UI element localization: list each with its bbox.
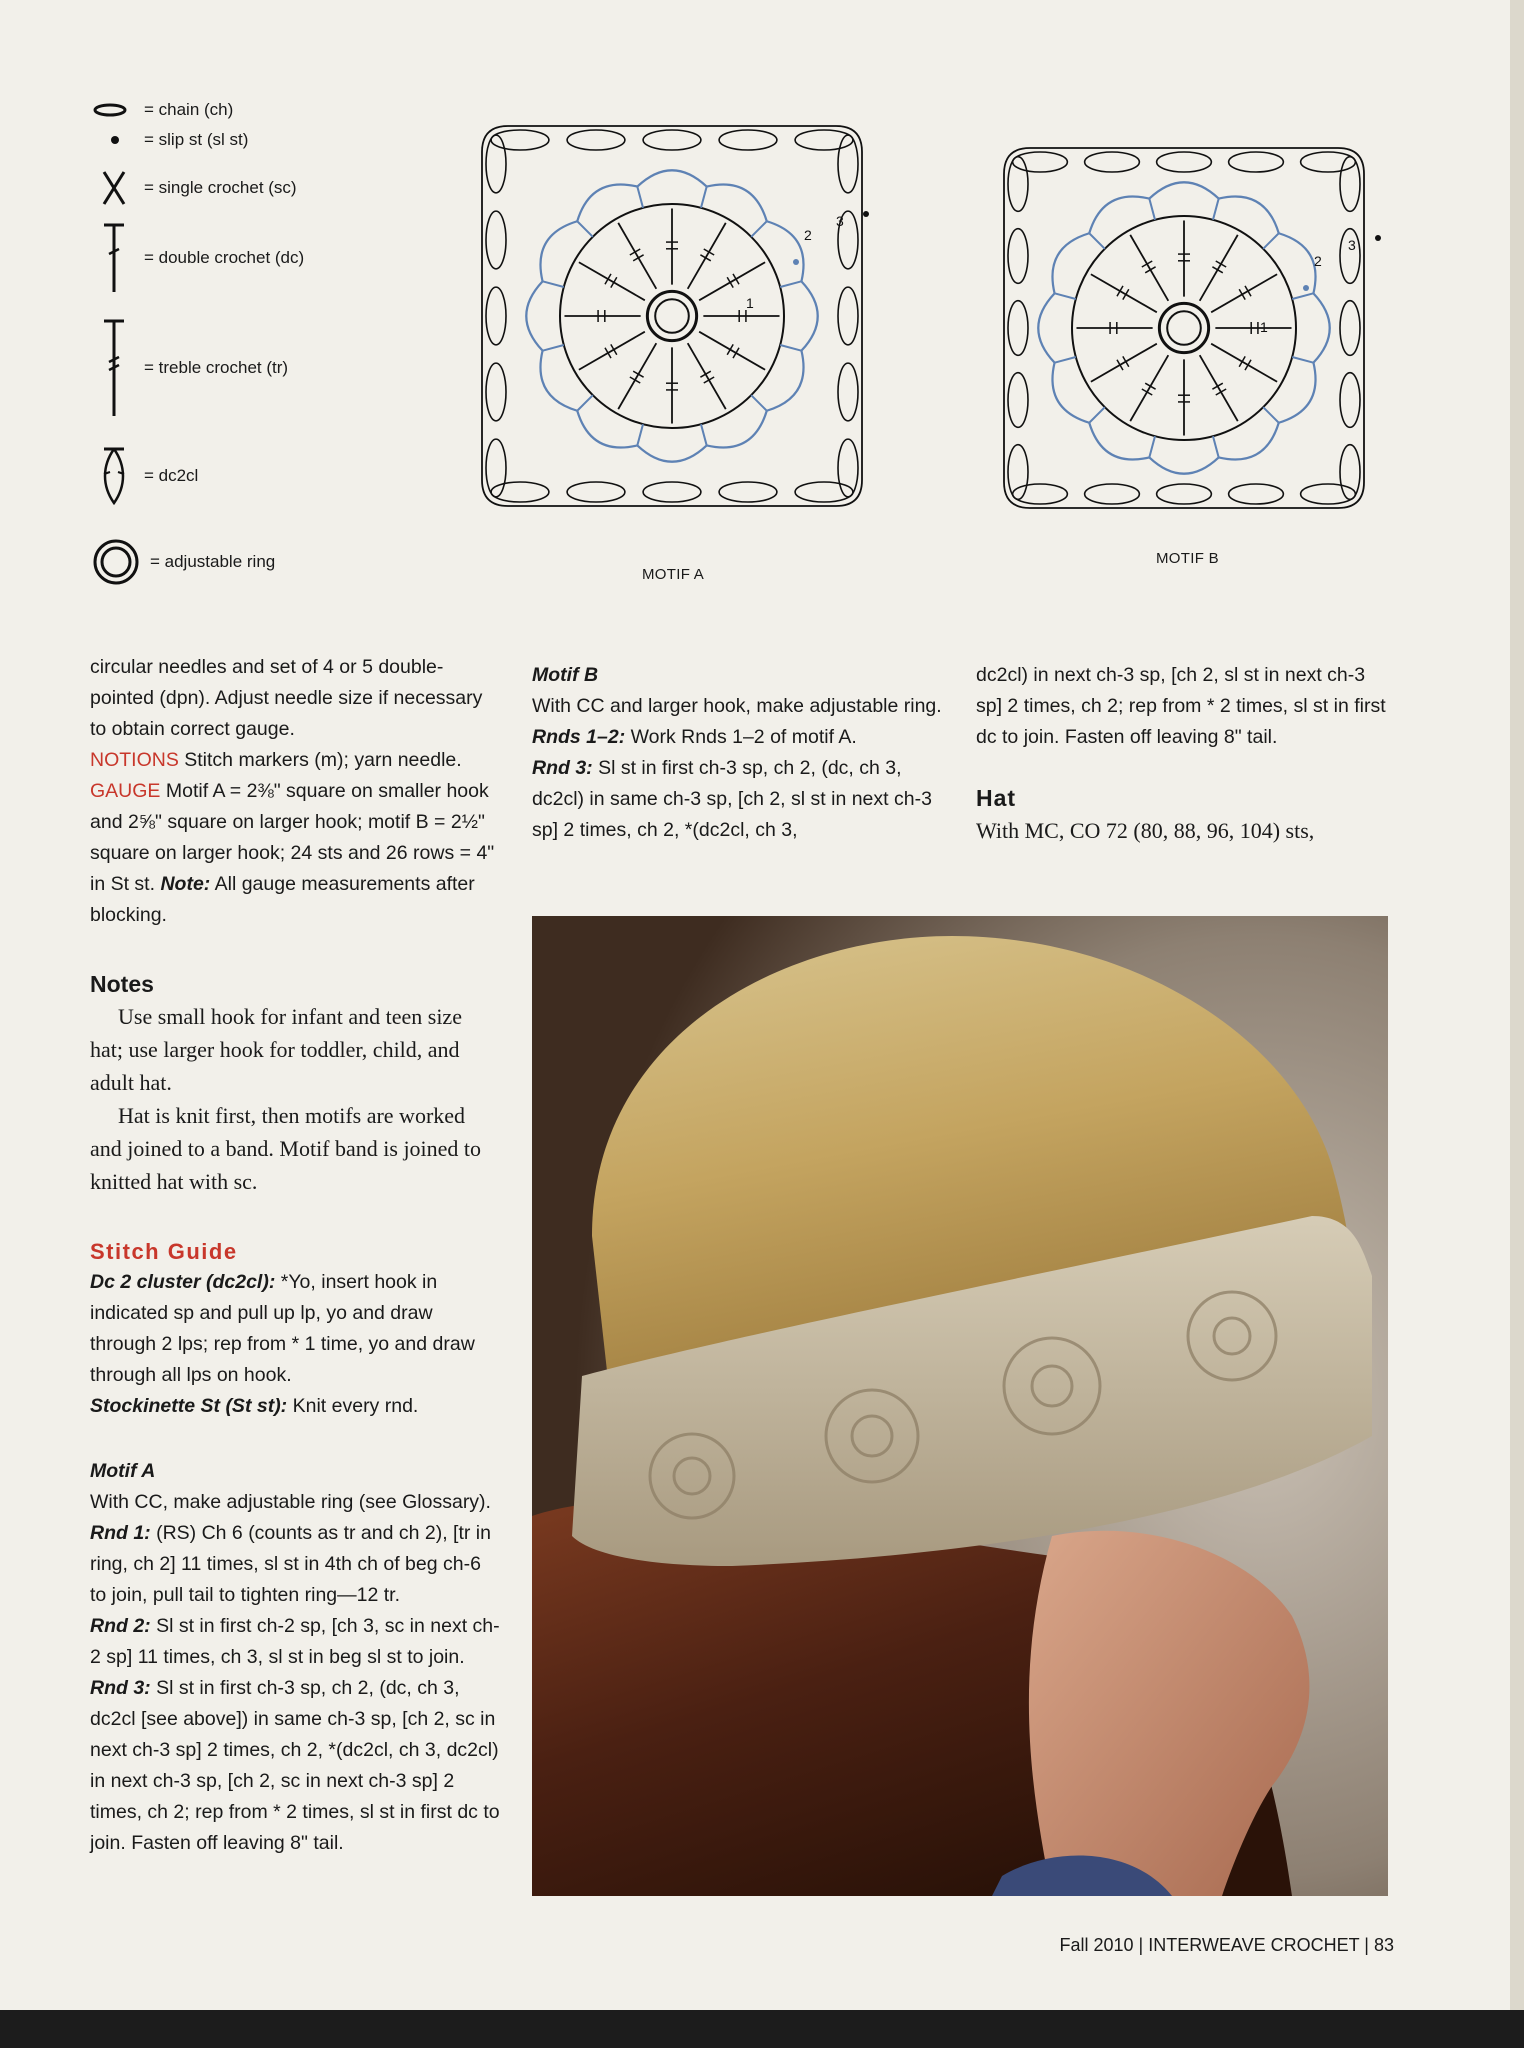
treble-stitch-mark	[699, 332, 765, 370]
rnd-label: Rnd 2:	[90, 1615, 151, 1637]
footer-divider: |	[1138, 1935, 1149, 1955]
round-2-sc-mark	[637, 187, 643, 208]
round-2-sc-mark	[1263, 233, 1279, 249]
stitch-tick-mark	[1123, 356, 1129, 366]
round-3-chain-loop	[1157, 484, 1212, 504]
legend-item-chain	[90, 98, 233, 122]
round-2-chain-arc	[707, 184, 767, 221]
rnd-text: (RS) Ch 6 (counts as tr and ch 2), [tr in ring, ch 2] 11 times, sl st in 4th ch of beg ch-6 to join, pull tail to tighten ring—12 tr.	[90, 1522, 491, 1606]
round-3-chain-loop	[1340, 445, 1360, 500]
round-3-chain-loop	[719, 130, 777, 150]
treble-stitch-mark	[1130, 355, 1168, 421]
round-2-chain-arc	[577, 184, 637, 221]
motif-a-intro: With CC, make adjustable ring (see Glossary).	[90, 1491, 491, 1513]
round-2-chain-arc	[767, 221, 804, 281]
round-2-chain-arc	[540, 221, 577, 281]
round-3-chain-loop	[486, 439, 506, 497]
round-3-outline	[482, 126, 862, 506]
notions-paragraph	[90, 745, 500, 776]
stitch-tick-mark	[605, 274, 611, 284]
gauge-paragraph	[90, 776, 500, 931]
legend-label: = dc2cl	[144, 466, 199, 485]
slip-stitch-icon	[90, 128, 138, 152]
round-3-chain-loop	[491, 482, 549, 502]
round-3-chain-loop	[1008, 445, 1028, 500]
motif-b-diagram	[984, 132, 1388, 542]
round-2-chain-arc	[1219, 423, 1279, 460]
round-3-chain-loop	[486, 135, 506, 193]
legend-item-treble-crochet	[90, 318, 288, 418]
stitch-tick-mark	[700, 255, 710, 261]
round-2-sc-mark	[1055, 293, 1076, 299]
stitch-tick-mark	[1212, 267, 1222, 273]
double-crochet-icon	[90, 222, 138, 294]
stitch-tick-mark	[733, 348, 739, 358]
stitch-tick-mark	[1117, 286, 1123, 296]
motif-b-heading: Motif B	[532, 664, 599, 686]
round-2-sc-mark	[701, 424, 707, 445]
stitch-tick-mark	[605, 348, 611, 358]
notions-text: Stitch markers (m); yarn needle.	[178, 749, 462, 771]
stitch-tick-mark	[1212, 383, 1222, 389]
round-2-sc-mark	[1055, 357, 1076, 363]
round-2-sc-mark	[637, 424, 643, 445]
treble-stitch-mark	[618, 223, 656, 289]
treble-stitch-mark	[1130, 235, 1168, 301]
round-3-chain-loop	[838, 287, 858, 345]
slip-stitch-mark	[863, 211, 869, 217]
gauge-text: Motif A = 2⅜" square on smaller hook and 2⅝" square on larger hook; motif B = 2½" square on larger hook; 24 sts and 26 rows = 4" in St st.	[90, 780, 495, 895]
treble-crochet-icon	[90, 318, 138, 418]
round-number-label: 2	[804, 227, 812, 243]
round-number-label: 1	[1260, 319, 1268, 335]
stitch-tick-mark	[633, 255, 643, 261]
round-2-sc-mark	[577, 221, 593, 237]
scan-shadow	[0, 2010, 1524, 2048]
treble-stitch-mark	[688, 223, 726, 289]
dc2cl-definition	[90, 1267, 500, 1391]
treble-stitch-mark	[1211, 274, 1277, 312]
round-2-chain-arc	[1149, 457, 1218, 473]
round-2-chain-arc	[1052, 233, 1089, 293]
adjustable-ring-mark	[655, 299, 689, 333]
gauge-label: GAUGE	[90, 780, 161, 802]
legend-label: = double crochet (dc)	[144, 248, 305, 267]
dc2cl-label: Dc 2 cluster (dc2cl):	[90, 1271, 276, 1293]
round-3-chain-loop	[567, 482, 625, 502]
column-3	[976, 660, 1386, 847]
page-edge	[1510, 0, 1524, 2010]
adjustable-ring-icon	[90, 538, 144, 586]
round-3-chain-loop	[1340, 157, 1360, 212]
motif-a-caption: MOTIF A	[642, 566, 705, 583]
rnd-label: Rnds 1–2:	[532, 726, 626, 748]
round-2-chain-arc	[707, 411, 767, 448]
round-3-chain-loop	[643, 482, 701, 502]
legend-label: = treble crochet (tr)	[144, 358, 289, 377]
round-3-chain-loop	[1340, 373, 1360, 428]
motif-b-continuation: dc2cl) in next ch-3 sp, [ch 2, sl st in next ch-3 sp] 2 times, ch 2; rep from * 2 times, sl st in first dc to join. Fasten off leaving 8" tail.	[976, 664, 1386, 748]
round-2-sc-mark	[701, 187, 707, 208]
footer-page-number: 83	[1373, 1935, 1394, 1955]
treble-stitch-mark	[618, 343, 656, 409]
stitch-tick-mark	[1239, 289, 1245, 299]
stitch-tick-mark	[1216, 261, 1226, 267]
stitch-tick-mark	[727, 344, 733, 354]
dc2cl-text: *Yo, insert hook in indicated sp and pull up lp, yo and draw through 2 lps; rep from * 1 time, yo and draw through all lps on hook.	[90, 1271, 475, 1386]
rnd-text: Sl st in first ch-2 sp, [ch 3, sc in next ch-2 sp] 11 times, ch 3, sl st in beg sl st to join.	[90, 1615, 500, 1668]
round-3-chain-loop	[1013, 152, 1068, 172]
round-2-chain-arc	[540, 351, 577, 411]
motif-a-rnd-3	[90, 1673, 500, 1859]
stitch-tick-mark	[704, 377, 714, 383]
round-3-chain-loop	[1008, 229, 1028, 284]
legend-label: = chain (ch)	[144, 100, 234, 119]
round-2-chain-arc	[1149, 182, 1218, 198]
treble-stitch-mark	[579, 262, 645, 300]
round-2-chain-arc	[637, 445, 706, 461]
motif-a-diagram	[472, 102, 872, 542]
rnd-text: Sl st in first ch-3 sp, ch 2, (dc, ch 3, dc2cl [see above]) in same ch-3 sp, [ch 2, sc in next ch-3 sp] 2 times, ch 2, *(dc2cl, ch 3, dc2cl) in next ch-3 sp, [ch 2, sc in next ch-3 sp] 2 times, ch 2; rep from * 2 times, sl st in first dc to join. Fasten off leaving 8" tail.	[90, 1677, 500, 1854]
motif-a-rnd-1	[90, 1518, 500, 1611]
round-3-chain-loop	[1157, 152, 1212, 172]
notions-label: NOTIONS	[90, 749, 179, 771]
treble-stitch-mark	[1211, 344, 1277, 382]
legend-item-single-crochet	[90, 168, 297, 208]
round-3-chain-loop	[795, 482, 853, 502]
stitch-tick-mark	[1245, 360, 1251, 370]
round-2-sc-mark	[1089, 407, 1105, 423]
single-crochet-icon	[90, 168, 138, 208]
round-2-sc-mark	[751, 395, 767, 411]
round-2-sc-mark	[1213, 436, 1219, 457]
stitch-tick-mark	[611, 344, 617, 354]
page-footer	[1059, 1935, 1394, 1956]
chain-icon	[90, 98, 138, 122]
stst-text: Knit every rnd.	[287, 1395, 419, 1417]
hat-instructions: With MC, CO 72 (80, 88, 96, 104) sts,	[976, 818, 1315, 843]
stitch-tick-mark	[1239, 356, 1245, 366]
legend-item-dc2cl	[90, 446, 198, 506]
adjustable-ring-mark	[1167, 311, 1201, 345]
round-3-chain-loop	[1301, 152, 1356, 172]
round-2-chain-arc	[1219, 196, 1279, 233]
round-2-chain-arc	[1052, 363, 1089, 423]
round-number-label: 2	[1314, 253, 1322, 269]
motif-a-rnd-2	[90, 1611, 500, 1673]
round-2-sc-mark	[780, 281, 801, 287]
stitch-tick-mark	[630, 249, 640, 255]
stitch-tick-mark	[1145, 383, 1155, 389]
round-2-chain-arc	[767, 351, 804, 411]
round-3-outline	[1004, 148, 1364, 508]
stitch-tick-mark	[1142, 261, 1152, 267]
treble-stitch-mark	[579, 332, 645, 370]
rnd-label: Rnd 1:	[90, 1522, 151, 1544]
round-3-chain-loop	[1301, 484, 1356, 504]
round-3-chain-loop	[1340, 301, 1360, 356]
motif-b-rnd-3	[532, 753, 942, 846]
round-number-label: 3	[1348, 237, 1356, 253]
slip-stitch-mark	[1303, 285, 1309, 291]
motif-a-heading: Motif A	[90, 1460, 156, 1482]
round-number-label: 1	[746, 295, 754, 311]
round-3-chain-loop	[567, 130, 625, 150]
legend-label: = single crochet (sc)	[144, 178, 297, 197]
round-3-chain-loop	[486, 363, 506, 421]
stst-label: Stockinette St (St st):	[90, 1395, 288, 1417]
round-2-chain-arc	[1038, 293, 1054, 362]
slip-stitch-mark	[793, 259, 799, 265]
stitch-tick-mark	[1245, 286, 1251, 296]
round-3-chain-loop	[1013, 484, 1068, 504]
notes-paragraph-2: Hat is knit first, then motifs are worked and joined to a band. Motif band is joined to knitted hat with sc.	[90, 1103, 482, 1194]
legend-item-adjustable-ring	[90, 538, 275, 586]
round-2-chain-arc	[526, 281, 542, 350]
round-2-chain-arc	[801, 281, 817, 350]
notes-heading: Notes	[90, 971, 154, 997]
round-3-chain-loop	[1085, 152, 1140, 172]
stitch-tick-mark	[1123, 289, 1129, 299]
gauge-note-text: All gauge measurements after blocking.	[90, 873, 475, 926]
round-3-chain-loop	[838, 135, 858, 193]
footer-magazine: INTERWEAVE CROCHET	[1148, 1935, 1360, 1955]
stitch-tick-mark	[1216, 389, 1226, 395]
round-2-sc-mark	[543, 345, 564, 351]
round-3-chain-loop	[838, 363, 858, 421]
round-3-chain-loop	[1008, 157, 1028, 212]
motif-b-caption: MOTIF B	[1156, 550, 1219, 567]
round-2-sc-mark	[543, 281, 564, 287]
column-2	[532, 660, 942, 846]
round-3-chain-loop	[795, 130, 853, 150]
gauge-note-label: Note:	[160, 873, 211, 895]
stitch-tick-mark	[1142, 389, 1152, 395]
round-3-chain-loop	[643, 130, 701, 150]
rnd-label: Rnd 3:	[532, 757, 593, 779]
notes-paragraph-1: Use small hook for infant and teen size hat; use larger hook for toddler, child, and adult hat.	[90, 1004, 462, 1095]
round-3-chain-loop	[1008, 373, 1028, 428]
hat-heading: Hat	[976, 785, 1017, 811]
round-2-sc-mark	[1292, 357, 1313, 363]
round-2-sc-mark	[1213, 199, 1219, 220]
round-3-chain-loop	[491, 130, 549, 150]
round-number-label: 3	[836, 213, 844, 229]
legend-label: = slip st (sl st)	[144, 130, 249, 149]
stitch-tick-mark	[1145, 267, 1155, 273]
round-3-chain-loop	[486, 287, 506, 345]
treble-stitch-mark	[1200, 355, 1238, 421]
stitch-tick-mark	[733, 274, 739, 284]
stitch-tick-mark	[704, 249, 714, 255]
intro-paragraph: circular needles and set of 4 or 5 double-pointed (dpn). Adjust needle size if necessary to obtain correct gauge.	[90, 656, 483, 740]
treble-stitch-mark	[1091, 344, 1157, 382]
round-2-chain-arc	[1279, 363, 1316, 423]
round-2-chain-arc	[1313, 293, 1329, 362]
stockinette-definition	[90, 1391, 500, 1422]
treble-stitch-mark	[1200, 235, 1238, 301]
round-2-sc-mark	[780, 345, 801, 351]
stitch-tick-mark	[633, 371, 643, 377]
round-2-sc-mark	[751, 221, 767, 237]
slip-stitch-mark	[1375, 235, 1381, 241]
round-3-chain-loop	[1008, 301, 1028, 356]
hat-photo	[532, 916, 1388, 1896]
round-2-sc-mark	[577, 395, 593, 411]
round-3-chain-loop	[719, 482, 777, 502]
round-2-sc-mark	[1263, 407, 1279, 423]
round-3-chain-loop	[1229, 484, 1284, 504]
round-2-sc-mark	[1089, 233, 1105, 249]
treble-stitch-mark	[1091, 274, 1157, 312]
legend-item-double-crochet	[90, 222, 304, 294]
motif-b-intro: With CC and larger hook, make adjustable ring.	[532, 695, 942, 717]
stitch-tick-mark	[611, 277, 617, 287]
round-2-chain-arc	[577, 411, 637, 448]
legend-item-slip-stitch	[90, 128, 248, 152]
round-3-chain-loop	[1085, 484, 1140, 504]
motif-b-rnds-1-2	[532, 722, 942, 753]
rnd-text: Sl st in first ch-3 sp, ch 2, (dc, ch 3, dc2cl) in same ch-3 sp, [ch 2, sl st in next ch-3 sp] 2 times, ch 2, *(dc2cl, ch 3,	[532, 757, 932, 841]
round-3-chain-loop	[838, 439, 858, 497]
treble-stitch-mark	[688, 343, 726, 409]
round-2-chain-arc	[637, 170, 706, 186]
round-2-chain-arc	[1279, 233, 1316, 293]
dc2cl-icon	[90, 446, 138, 506]
round-2-sc-mark	[1149, 436, 1155, 457]
round-2-sc-mark	[1292, 293, 1313, 299]
round-2-sc-mark	[1149, 199, 1155, 220]
round-3-chain-loop	[1229, 152, 1284, 172]
rnd-label: Rnd 3:	[90, 1677, 151, 1699]
treble-stitch-mark	[699, 262, 765, 300]
round-3-chain-loop	[486, 211, 506, 269]
rnd-text: Work Rnds 1–2 of motif A.	[625, 726, 857, 748]
stitch-tick-mark	[727, 277, 733, 287]
column-1	[90, 652, 500, 1859]
footer-divider: |	[1364, 1935, 1374, 1955]
round-2-chain-arc	[1089, 423, 1149, 460]
stitch-guide-heading: Stitch Guide	[90, 1239, 238, 1264]
stitch-tick-mark	[700, 371, 710, 377]
round-2-chain-arc	[1089, 196, 1149, 233]
stitch-tick-mark	[630, 377, 640, 383]
hat-photo-image	[532, 916, 1388, 1896]
stitch-tick-mark	[1117, 360, 1123, 370]
footer-season: Fall 2010	[1059, 1935, 1134, 1955]
legend-label: = adjustable ring	[150, 552, 276, 571]
